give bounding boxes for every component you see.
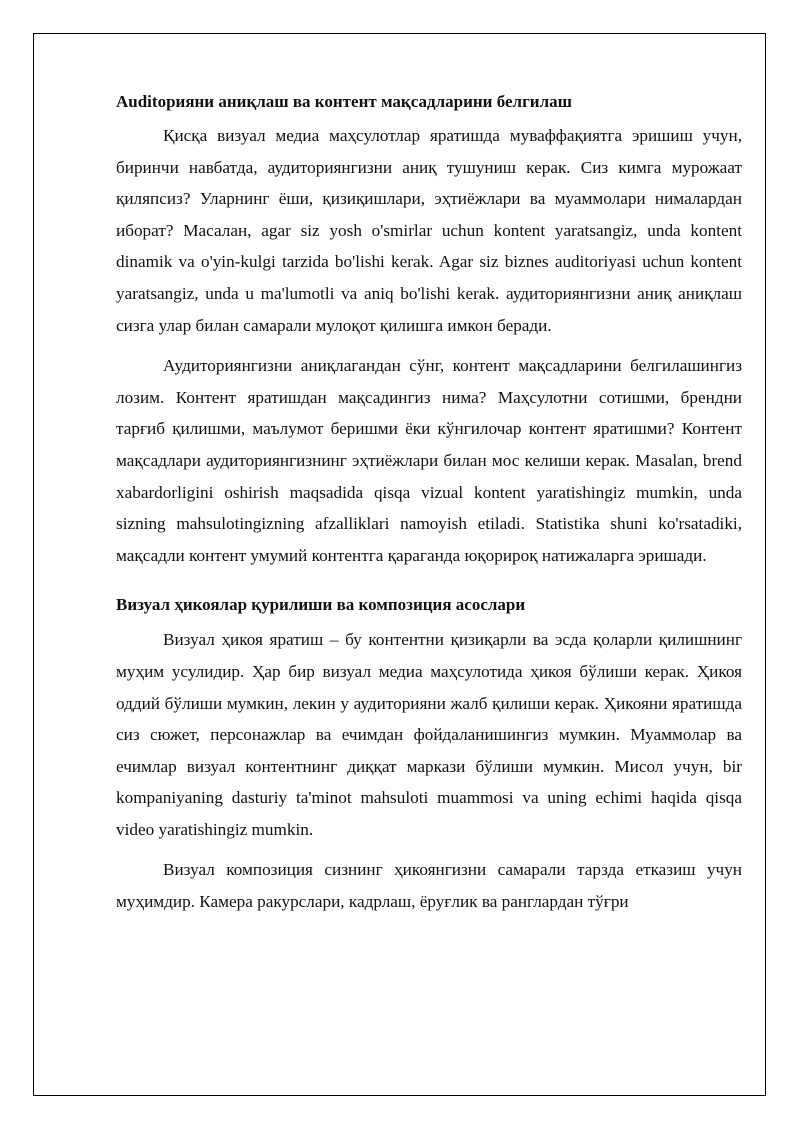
- section-heading: Auditорияни аниқлаш ва контент мақсадларини белгилаш: [116, 92, 572, 111]
- section-heading: Визуал ҳикоялар қурилиши ва композиция асослари: [116, 595, 526, 615]
- paragraph: Визуал ҳикоя яратиш – бу контентни қизиқарли ва эсда қоларли қилишнинг муҳим усулидир. Ҳар бир визуал медиа маҳсулотида ҳикоя бўлиши керак. Ҳикоя оддий бўлиши мумкин, лекин у аудиторияни жалб қилиши керак. Ҳикояни яратишда сиз сюжет, персонажлар ва ечимдан фойдаланишингиз мумкин. Муаммолар ва ечимлар визуал контентнинг диққат маркази бўлиши мумкин. Мисол учун, bir kompaniyaning dasturiy ta'minot mahsuloti muammosi va uning echimi haqida qisqa video yaratishingiz mumkin.: [116, 630, 742, 839]
- paragraph: Аудиториянгизни аниқлагандан сўнг, контент мақсадларини белгилашингиз лозим. Контент яратишдан мақсадингиз нима? Маҳсулотни сотишми, брендни тарғиб қилишми, маълумот беришми ёки кўнгилочар контент яратишми? Контент мақсадлари аудиториянгизнинг эҳтиёжлари билан мос келиши керак. Masalan, brend xabardorligini oshirish maqsadida qisqa vizual kontent yaratishingiz mumkin, unda sizning mahsulotingizning afzalliklari namoyish etiladi. Statistika shuni ko'rsatadiki, мақсадли контент умумий контентга қараганда юқорироқ натижаларга эришади.: [116, 356, 742, 565]
- paragraph: Визуал композиция сизнинг ҳикоянгизни самарали тарзда етказиш учун муҳимдир. Камера ракурслари, кадрлаш, ёруғлик ва ранглардан тўғри: [116, 860, 742, 912]
- document-body: [116, 86, 742, 927]
- paragraph: Қисқа визуал медиа маҳсулотлар яратишда муваффақиятга эришиш учун, биринчи навбатда, аудиториянгизни аниқ тушуниш керак. Сиз кимга мурожаат қиляпсиз? Уларнинг ёши, қизиқишлари, эҳтиёжлари ва муаммолари нималардан иборат? Масалан, agar siz yosh o'smirlar uchun kontent yaratsangiz, unda kontent dinamik va o'yin-kulgi tarzida bo'lishi kerak. Agar siz biznes auditoriyasi uchun kontent yaratsangiz, unda u ma'lumotli va aniq bo'lishi kerak. аудиториянгизни аниқ аниқлаш сизга улар билан самарали мулоқот қилишга имкон беради.: [116, 126, 742, 335]
